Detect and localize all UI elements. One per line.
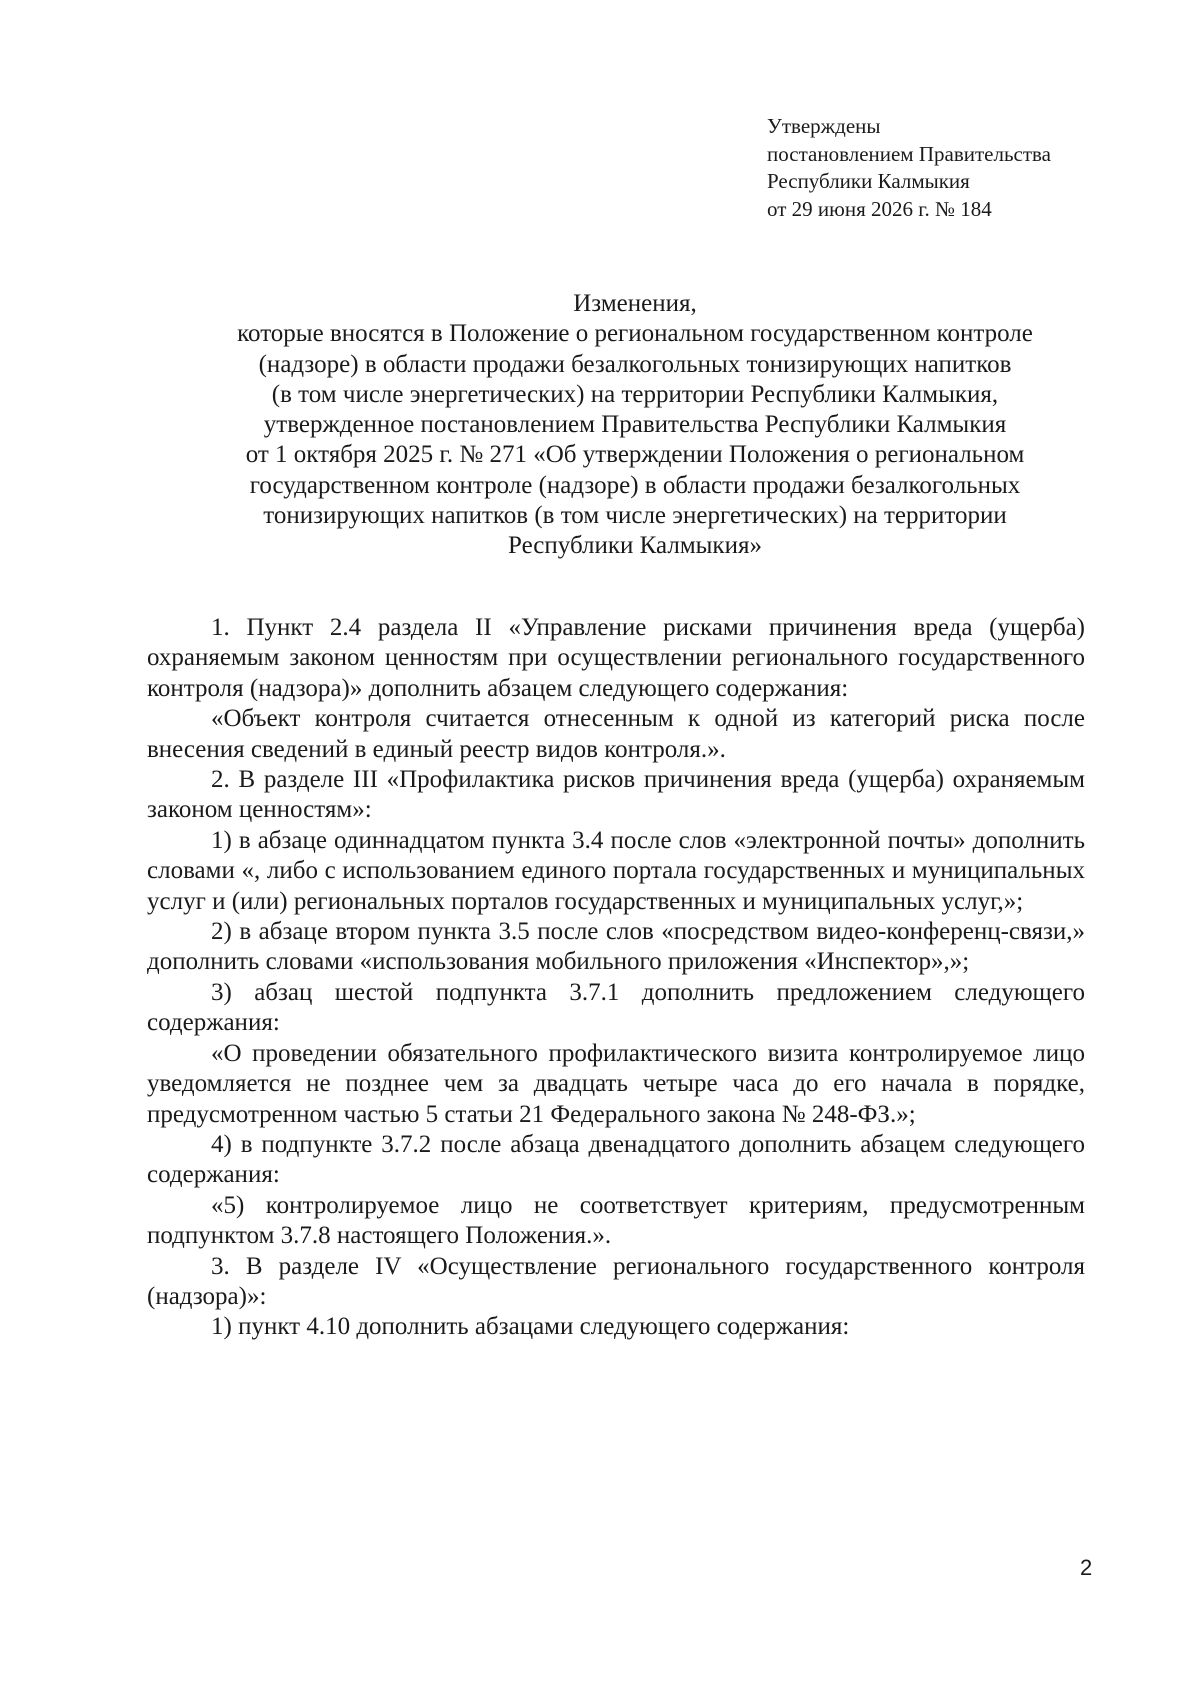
paragraph: 3. В разделе IV «Осуществление регионального государственного контроля (надзора)»: xyxy=(147,1252,1085,1310)
approval-line: Республики Калмыкия xyxy=(767,169,970,193)
title-line: от 1 октября 2025 г. № 271 «Об утверждении Положения о региональном xyxy=(245,441,1025,469)
title-line: (в том числе энергетических) на территории Республики Калмыкия, xyxy=(271,380,999,408)
paragraph: «Объект контроля считается отнесенным к одной из категорий риска после внесения сведений в единый реестр видов контроля.». xyxy=(147,705,1085,763)
paragraph: 2) в абзаце втором пункта 3.5 после слов «посредством видео-конференц-связи,» дополнить словами «использования мобильного приложения «Инспектор»,»; xyxy=(147,918,1085,976)
page-number: 2 xyxy=(1080,1555,1093,1580)
paragraph: 1) в абзаце одиннадцатом пункта 3.4 после слов «электронной почты» дополнить словами «, либо с использованием единого портала государственных и муниципальных услуг и (или) региональных порталов государственных и муниципальных услуг,»; xyxy=(147,826,1085,915)
paragraph: 2. В разделе III «Профилактика рисков причинения вреда (ущерба) охраняемым законом ценностям»: xyxy=(147,766,1085,824)
paragraph: 3) абзац шестой подпункта 3.7.1 дополнить предложением следующего содержания: xyxy=(147,978,1085,1037)
document-body xyxy=(147,613,1085,1343)
document-title xyxy=(140,289,1130,562)
paragraph: «5) контролируемое лицо не соответствует критериям, предусмотренным подпунктом 3.7.8 настоящего Положения.». xyxy=(147,1191,1085,1250)
title-line: государственном контроле (надзоре) в области продажи безалкогольных xyxy=(249,471,1021,499)
title-line: (надзоре) в области продажи безалкогольных тонизирующих напитков xyxy=(258,350,1012,378)
title-line: которые вносятся в Положение о региональном государственном контроле xyxy=(237,320,1033,348)
title-line: утвержденное постановлением Правительства Республики Калмыкия xyxy=(263,411,1007,439)
title-line: Республики Калмыкия» xyxy=(508,532,762,560)
approval-line: постановлением Правительства xyxy=(767,141,1052,166)
approval-stamp xyxy=(767,113,1167,223)
paragraph: 1. Пункт 2.4 раздела II «Управление рисками причинения вреда (ущерба) охраняемым законом ценностям при осуществлении регионального государственного контроля (надзора)» дополнить абзацем следующего содержания: xyxy=(147,614,1085,702)
paragraph: 4) в подпункте 3.7.2 после абзаца двенадцатого дополнить абзацем следующего содержания: xyxy=(147,1130,1085,1189)
title-line: Изменения, xyxy=(573,290,697,317)
title-line: тонизирующих напитков (в том числе энергетических) на территории xyxy=(263,502,1007,530)
approval-line: от 29 июня 2026 г. № 184 xyxy=(767,196,992,221)
paragraph: 1) пункт 4.10 дополнить абзацами следующего содержания: xyxy=(211,1313,850,1341)
paragraph: «О проведении обязательного профилактического визита контролируемое лицо уведомляется не позднее чем за двадцать четыре часа до его начала в порядке, предусмотренном частью 5 статьи 21 Федерального закона № 248-ФЗ.»; xyxy=(147,1039,1085,1128)
approval-line: Утверждены xyxy=(767,114,881,138)
